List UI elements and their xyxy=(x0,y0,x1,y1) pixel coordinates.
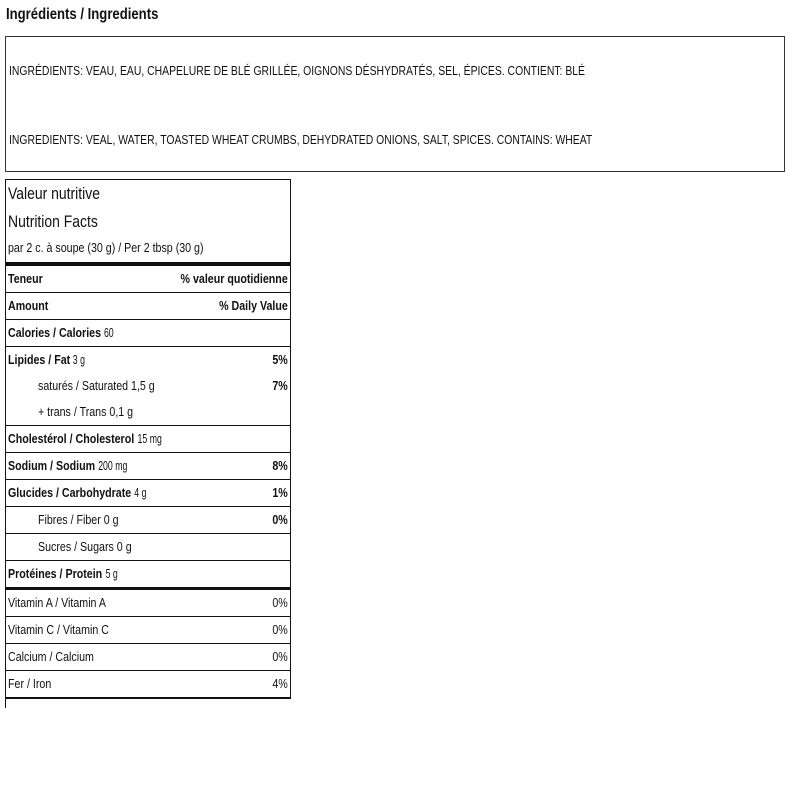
ingredients-heading: Ingrédients / Ingredients xyxy=(6,6,159,23)
table-edge-line xyxy=(5,690,6,708)
cholesterol-row: Cholestérol / Cholesterol 15 mg xyxy=(6,426,290,453)
ingredients-english: INGREDIENTS: VEAL, WATER, TOASTED WHEAT CRUMBS, DEHYDRATED ONIONS, SALT, SPICES. CONTAINS: WHEAT xyxy=(9,132,593,147)
ingredients-box xyxy=(5,36,785,172)
sugars-row: Sucres / Sugars 0 g xyxy=(6,534,290,561)
fat-row: Lipides / Fat 3 g 5% xyxy=(8,352,288,367)
nutrition-facts-table xyxy=(5,179,291,699)
header-row-french: Teneur % valeur quotidienne xyxy=(6,266,290,293)
nutrition-title-french: Valeur nutritive xyxy=(8,184,100,203)
nutrition-title-english: Nutrition Facts xyxy=(8,212,98,231)
serving-size: par 2 c. à soupe (30 g) / Per 2 tbsp (30 g) xyxy=(6,236,290,266)
trans-row: + trans / Trans 0,1 g xyxy=(6,399,290,426)
header-row-english: Amount % Daily Value xyxy=(6,293,290,320)
saturated-row: saturés / Saturated 1,5 g 7% xyxy=(38,378,288,393)
protein-row: Protéines / Protein 5 g xyxy=(6,561,290,590)
sodium-row: Sodium / Sodium 200 mg 8% xyxy=(6,453,290,480)
calories-row: Calories / Calories 60 xyxy=(6,320,290,347)
vitamin-c-row: Vitamin C / Vitamin C 0% xyxy=(6,617,290,644)
iron-row: Fer / Iron 4% xyxy=(6,671,290,698)
ingredients-french: INGRÉDIENTS: VEAU, EAU, CHAPELURE DE BLÉ GRILLÉE, OIGNONS DÉSHYDRATÉS, SEL, ÉPICES. CONTIENT: BLÉ xyxy=(9,63,585,78)
carbohydrate-row: Glucides / Carbohydrate 4 g 1% xyxy=(6,480,290,507)
fibre-row: Fibres / Fiber 0 g 0% xyxy=(6,507,290,534)
calcium-row: Calcium / Calcium 0% xyxy=(6,644,290,671)
vitamin-a-row: Vitamin A / Vitamin A 0% xyxy=(6,590,290,617)
